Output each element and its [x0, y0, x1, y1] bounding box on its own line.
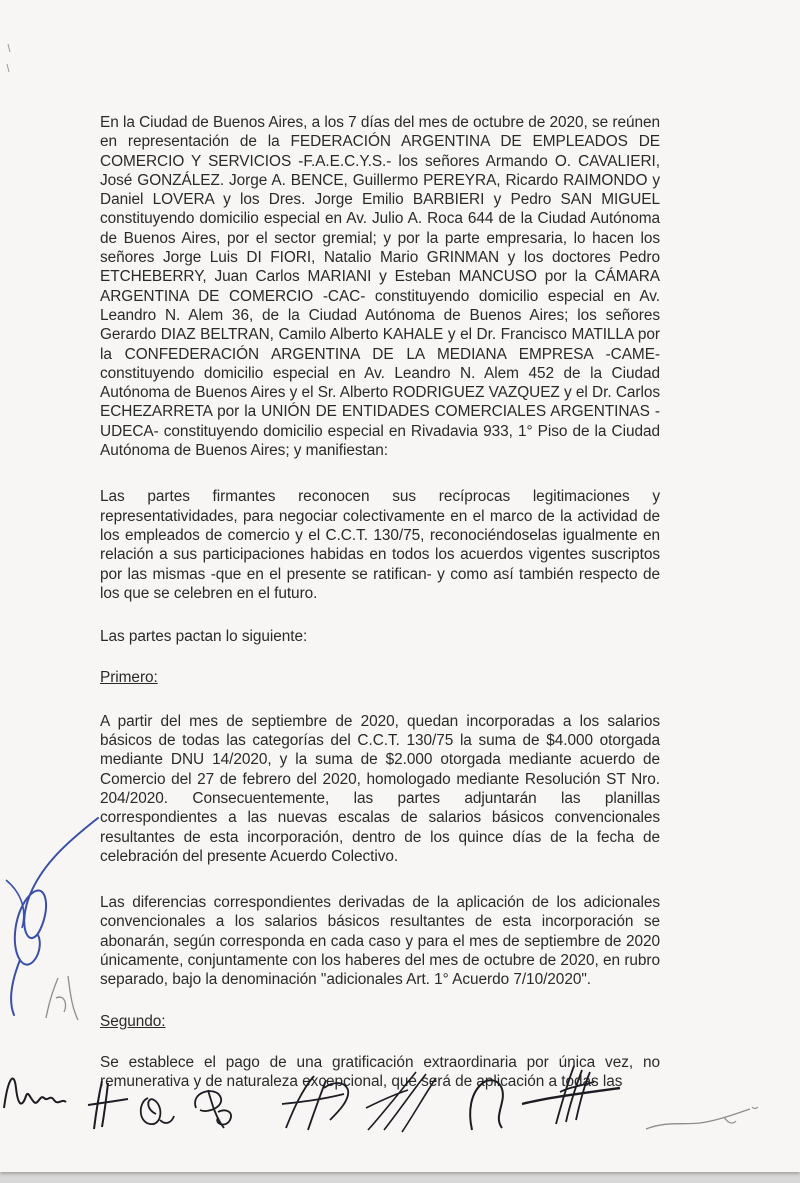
document-body — [100, 113, 660, 1091]
signature-3 — [134, 1078, 254, 1138]
agreement-line: Las partes pactan lo siguiente: — [100, 628, 308, 646]
signature-5 — [360, 1060, 450, 1140]
signature-6 — [462, 1072, 522, 1142]
differences-paragraph: Las diferencias correspondientes derivadas de la aplicación de los adicionales convencionales a los salarios básicos resultantes de esta incorporación se abonarán, según corresponda en cada caso y para el mes de septiembre de 2020 únicamente, conjuntamente con los haberes del mes de octubre de 2020, en rubro separado, bajo la denominación "adicionales Art. 1° Acuerdo 7/10/2020". — [100, 894, 660, 989]
signature-2 — [82, 1075, 132, 1135]
margin-pencil-mark — [38, 968, 88, 1028]
margin-mark — [2, 40, 14, 80]
heading-primero: Primero: — [100, 669, 158, 687]
signature-7 — [516, 1058, 626, 1138]
signature-1 — [0, 1058, 80, 1128]
signature-8 — [640, 1095, 770, 1145]
primero-paragraph: A partir del mes de septiembre de 2020, quedan incorporadas a los salarios básicos de todas las categorías del C.C.T. 130/75 la suma de $4.000 otorgada mediante DNU 14/2020, y la suma de $2.000 otorgada mediante acuerdo de Comercio del 27 de febrero del 2020, homologado mediante Resolución ST Nro. 204/2020. Consecuentemente, las partes adjuntarán las planillas correspondientes a las nuevas escalas de salarios básicos convencionales resultantes de esta incorporación, dentro de los quince días de la fecha de celebración del presente Acuerdo Colectivo. — [100, 712, 660, 865]
signature-4 — [274, 1068, 364, 1138]
segundo-paragraph: Se establece el pago de una gratificación extraordinaria por única vez, no remunerativa y de naturaleza excepcional, que será de aplicación a todas las — [100, 1053, 660, 1091]
heading-segundo: Segundo: — [100, 1012, 166, 1030]
recognition-paragraph: Las partes firmantes reconocen sus recíprocas legitimaciones y representatividades, para negociar colectivamente en el marco de la actividad de los empleados de comercio y el C.C.T. 130/75, reconociéndoselas igualmente en relación a sus participaciones habidas en todos los acuerdos vigentes suscriptos por las mismas -que en el presente se ratifican- y como así también respecto de los que se celebren en el futuro. — [100, 488, 660, 602]
intro-paragraph: En la Ciudad de Buenos Aires, a los 7 días del mes de octubre de 2020, se reúnen en representación de la FEDERACIÓN ARGENTINA DE EMPLEADOS DE COMERCIO Y SERVICIOS -F.A.E.C.Y.S.- los señores Armando O. CAVALIERI, José GONZÁLEZ. Jorge A. BENCE, Guillermo PEREYRA, Ricardo RAIMONDO y Daniel LOVERA y los Dres. Jorge Emilio BARBIERI y Pedro SAN MIGUEL constituyendo domicilio especial en Av. Julio A. Roca 644 de la Ciudad Autónoma de Buenos Aires, por el sector gremial; y por la parte empresaria, lo hacen los señores Jorge Luis DI FIORI, Natalio Mario GRINMAN y los doctores Pedro ETCHEBERRY, Juan Carlos MARIANI y Esteban MANCUSO por la CÁMARA ARGENTINA DE COMERCIO -CAC- constituyendo domicilio especial en Av. Leandro N. Alem 36, de la Ciudad Autónoma de Buenos Aires; los señores Gerardo DIAZ BELTRAN, Camilo Alberto KAHALE y el Dr. Francisco MATILLA por la CONFEDERACIÓN ARGENTINA DE LA MEDIANA EMPRESA -CAME- constituyendo domicilio especial en Av. Leandro N. Alem 452 de la Ciudad Autónoma de Buenos Aires y el Sr. Alberto RODRIGUEZ VAZQUEZ y el Dr. Carlos ECHEZARRETA por la UNIÓN DE ENTIDADES COMERCIALES ARGENTINAS -UDECA- constituyendo domicilio especial en Rivadavia 933, 1° Piso de la Ciudad Autónoma de Buenos Aires; y manifiestan: — [100, 114, 660, 460]
